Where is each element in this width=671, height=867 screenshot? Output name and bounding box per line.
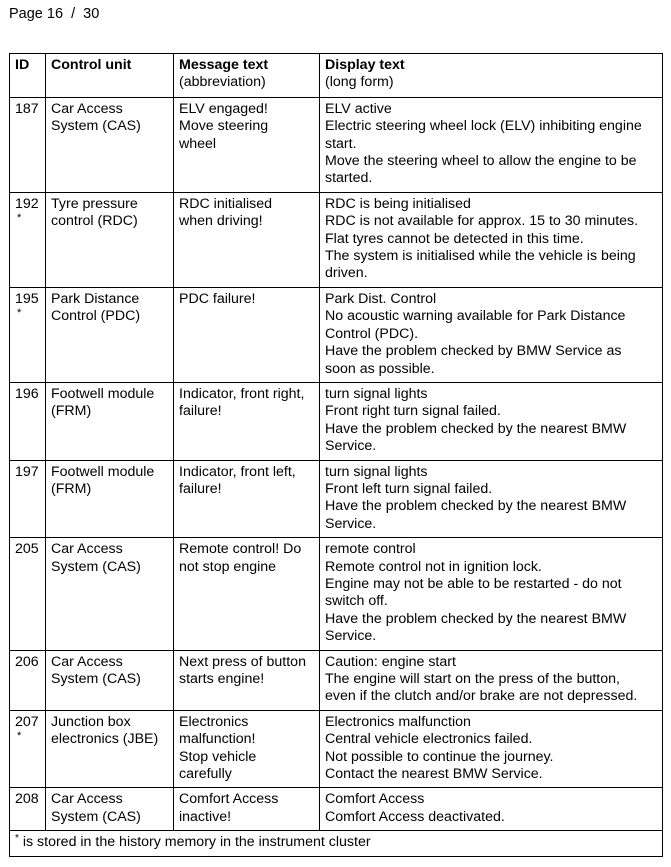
message-text-line: PDC failure! [179,290,256,307]
control-unit-line: (FRM) [51,403,92,420]
message-text-cell [174,192,320,287]
table-row [10,287,663,382]
message-text-line: Next press of button [179,653,306,670]
table-row [10,97,663,192]
display-text-cell [320,382,663,460]
control-unit-line: System (CAS) [51,808,141,825]
control-unit-cell [46,788,174,831]
message-text-line: inactive! [179,808,232,825]
table-row [10,538,663,650]
column-header-display-text [320,54,663,98]
message-text-line: failure! [179,403,222,420]
control-unit-line: Car Access [51,100,123,117]
display-text-line: Electronics malfunction [325,713,471,730]
control-unit-line: Junction box [51,713,131,730]
id-cell [10,710,46,788]
display-text-line: start. [325,135,357,152]
message-text-line: RDC initialised [179,195,273,212]
column-title: Display text [325,57,405,73]
control-unit-cell [46,650,174,710]
id-cell [10,538,46,650]
message-text-line: wheel [179,135,217,152]
display-text-line: Have the problem checked by the nearest BMW [325,610,627,627]
message-text-line: carefully [179,766,232,783]
page-number: Page 16 / 30 [9,6,100,22]
message-text-line: failure! [179,480,222,497]
message-id: 192 [15,195,39,212]
column-title: Control unit [51,57,132,73]
display-text-line: Have the problem checked by the nearest BMW [325,498,627,515]
footnote-text: is stored in the history memory in the instrument cluster [18,834,371,851]
message-text-cell [174,538,320,650]
history-marker: * [17,307,22,320]
message-text-line: not stop engine [179,558,277,575]
footnote-row [10,831,663,856]
message-text-cell [174,650,320,710]
control-unit-line: Tyre pressure [51,195,138,212]
message-text-line: Indicator, front left, [179,463,296,480]
control-unit-line: System (CAS) [51,118,141,135]
control-unit-line: Park Distance [51,290,140,307]
display-text-cell [320,97,663,192]
message-text-cell [174,710,320,788]
table-header-row [10,54,663,98]
display-text-line: The system is initialised while the vehicle is being [325,248,636,265]
control-unit-cell [46,538,174,650]
control-unit-line: Footwell module [51,385,155,402]
message-text-line: Electronics [179,713,249,730]
display-text-line: Not possible to continue the journey. [325,748,554,765]
column-header-message-text [174,54,320,98]
message-text-cell [174,97,320,192]
display-text-cell [320,192,663,287]
id-cell [10,460,46,538]
message-text-line: Indicator, front right, [179,385,305,402]
display-text-line: Caution: engine start [325,653,456,670]
control-unit-line: Control (PDC) [51,308,141,325]
display-text-line: No acoustic warning available for Park Distance [325,308,626,325]
control-unit-line: Car Access [51,541,123,558]
message-id: 207 [15,713,39,730]
id-cell [10,97,46,192]
display-text-line: turn signal lights [325,463,428,480]
footnote [10,831,663,856]
display-text-line: Contact the nearest BMW Service. [325,766,543,783]
message-text-cell [174,460,320,538]
display-text-line: soon as possible. [325,360,435,377]
message-id: 187 [15,100,39,117]
control-unit-line: electronics (JBE) [51,731,159,748]
history-marker: * [17,212,22,225]
control-unit-line: Car Access [51,791,123,808]
display-text-line: Park Dist. Control [325,290,437,307]
display-text-line: Service. [325,438,377,455]
table-body [10,97,663,830]
control-unit-line: System (CAS) [51,671,141,687]
footnote-marker: * [15,833,19,845]
display-text-line: Service. [325,628,377,645]
message-text-line: malfunction! [179,731,256,748]
id-cell [10,287,46,382]
control-unit-line: Car Access [51,653,123,670]
table-row [10,788,663,831]
column-subtitle: (abbreviation) [179,74,266,91]
message-text-cell [174,382,320,460]
control-unit-cell [46,97,174,192]
display-text-cell [320,460,663,538]
display-text-cell [320,788,663,831]
id-cell [10,382,46,460]
message-text-line: Stop vehicle [179,748,257,765]
display-text-line: ELV active [325,100,392,117]
display-text-line: Have the problem checked by BMW Service as [325,343,622,360]
table-row [10,192,663,287]
display-text-cell [320,650,663,710]
column-title: Message text [179,57,269,73]
column-header-id [10,54,46,98]
message-id: 208 [15,791,39,808]
table-row [10,460,663,538]
display-text-line: started. [325,170,373,187]
display-text-line: The engine will start on the press of the button, [325,671,620,687]
display-text-cell [320,538,663,650]
display-text-line: Front right turn signal failed. [325,403,501,420]
message-text-line: starts engine! [179,671,265,687]
message-text-line: ELV engaged! [179,100,268,117]
display-text-line: RDC is being initialised [325,195,471,212]
display-text-line: Electric steering wheel lock (ELV) inhibiting engine [325,118,642,135]
column-header-control-unit [46,54,174,98]
message-id: 197 [15,463,39,480]
message-text-line: Remote control! Do [179,541,302,558]
display-text-line: turn signal lights [325,385,428,402]
column-title: ID [15,57,30,73]
display-text-line: Have the problem checked by the nearest BMW [325,420,627,437]
display-text-line: Service. [325,515,377,532]
id-cell [10,192,46,287]
message-id: 205 [15,541,39,558]
display-text-line: Central vehicle electronics failed. [325,731,533,748]
display-text-line: switch off. [325,593,388,610]
message-id: 195 [15,290,39,307]
control-unit-cell [46,287,174,382]
message-text-cell [174,788,320,831]
display-text-line: Control (PDC). [325,325,419,342]
message-text-line: when driving! [179,213,263,230]
message-id: 206 [15,653,39,670]
control-unit-line: Footwell module [51,463,155,480]
control-unit-cell [46,192,174,287]
message-table [9,53,663,857]
display-text-line: Move the steering wheel to allow the engine to be [325,153,637,170]
message-text-cell [174,287,320,382]
control-unit-cell [46,382,174,460]
id-cell [10,788,46,831]
display-text-cell [320,710,663,788]
display-text-line: Flat tyres cannot be detected in this time. [325,230,584,247]
control-unit-line: control (RDC) [51,213,138,230]
control-unit-line: (FRM) [51,480,92,497]
control-unit-cell [46,460,174,538]
column-subtitle: (long form) [325,74,394,91]
display-text-cell [320,287,663,382]
display-text-line: Comfort Access [325,791,425,808]
message-text-line: Move steering [179,118,269,135]
display-text-line: remote control [325,541,416,558]
control-unit-line: System (CAS) [51,558,141,575]
display-text-line: driven. [325,265,368,282]
history-marker: * [17,730,22,743]
display-text-line: Remote control not in ignition lock. [325,558,542,575]
display-text-line: RDC is not available for approx. 15 to 30 minutes. [325,213,639,230]
display-text-line: Engine may not be able to be restarted - do not [325,575,622,592]
table-row [10,650,663,710]
control-unit-cell [46,710,174,788]
display-text-line: Front left turn signal failed. [325,480,493,497]
message-id: 196 [15,385,39,402]
message-text-line: Comfort Access [179,791,279,808]
display-text-line: Comfort Access deactivated. [325,808,505,825]
table-row [10,382,663,460]
id-cell [10,650,46,710]
table-row [10,710,663,788]
display-text-line: even if the clutch and/or brake are not depressed. [325,688,638,705]
